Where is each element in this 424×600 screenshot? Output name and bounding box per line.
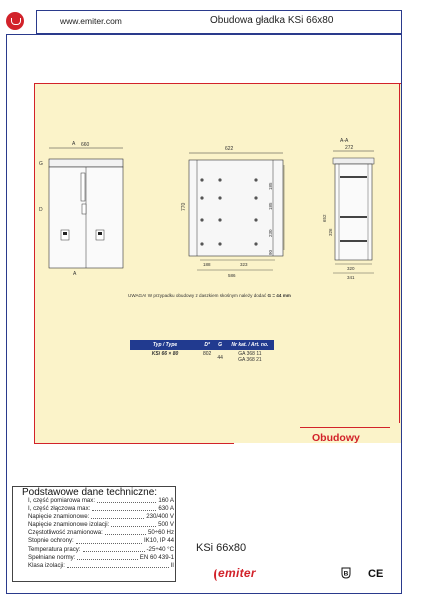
art-no-2: GA 368 21 — [238, 357, 262, 363]
spec-dots — [77, 554, 137, 560]
drawing-note — [128, 293, 291, 298]
spec-label: Stopnie ochrony: — [28, 537, 74, 545]
spec-value: -25÷40 °C — [146, 545, 174, 553]
spec-label: I, część złączowa max: — [28, 505, 91, 513]
front-view-width-label: 660 — [81, 142, 90, 148]
spec-dots — [111, 521, 156, 527]
mounting-right-dim-3: 230 — [268, 229, 273, 237]
spec-dots — [97, 497, 156, 503]
mounting-top-width: 622 — [225, 146, 234, 152]
note-text: UWAGA! W przypadku obudowy z daszkiem skośnym należy dodać — [128, 293, 267, 298]
front-view-drawing — [36, 138, 136, 278]
spec-row — [28, 505, 174, 513]
spec-value: 500 V — [158, 521, 174, 529]
col-d: D* — [200, 340, 214, 350]
cell-d: 802 — [203, 351, 212, 357]
drawing-border-bottom — [34, 443, 234, 444]
note-value: G = 44 mm — [267, 293, 291, 298]
mounting-height: 770 — [181, 202, 187, 211]
spec-row — [28, 562, 174, 570]
section-view-label: A-A — [340, 138, 349, 144]
spec-label: I, część pomiarowa max: — [28, 497, 96, 504]
spec-dots — [67, 562, 169, 568]
section-height-1: 652 — [322, 214, 327, 222]
col-type: Typ / Type — [130, 340, 200, 350]
spec-row — [28, 497, 174, 505]
spec-value: IK10, IP 44 — [143, 537, 174, 545]
spec-value: 50÷60 Hz — [147, 529, 174, 537]
section-top-width: 272 — [345, 145, 354, 151]
product-table — [130, 340, 274, 370]
d-dimension-label: D — [39, 207, 43, 213]
spec-label: Spełniane normy: — [28, 553, 76, 561]
section-view-drawing — [318, 136, 388, 284]
brand-logo: emiter — [218, 566, 256, 580]
spec-label: Częstotliwość znamionowa: — [28, 529, 103, 537]
document-title: Obudowa gładka KSi 66x80 — [210, 15, 334, 26]
spec-dots — [83, 546, 145, 552]
spec-row — [28, 554, 174, 562]
drawing-section-label: Obudowy — [312, 432, 360, 444]
spec-row — [28, 537, 174, 545]
spec-dots — [76, 537, 142, 543]
emiter-logo-icon — [6, 12, 24, 30]
spec-dots — [92, 505, 156, 511]
specs-list — [28, 497, 174, 570]
cell-type: KSi 66 × 80 — [151, 351, 179, 357]
spec-label: Napięcie znamionowe izolacji: — [28, 521, 110, 529]
table-row — [130, 350, 274, 370]
mounting-view-drawing — [180, 140, 290, 280]
website-url[interactable]: www.emiter.com — [60, 16, 122, 26]
g-dimension-label: G — [39, 161, 43, 167]
spec-row — [28, 521, 174, 529]
mounting-bottom-left: 188 — [203, 262, 211, 267]
mounting-right-dim-1: 185 — [268, 182, 273, 190]
specs-title: Podstawowe dane techniczne: — [22, 487, 158, 498]
spec-row — [28, 529, 174, 537]
spec-dots — [91, 513, 144, 519]
spec-value: 630 A — [158, 505, 174, 513]
col-g: G — [214, 340, 226, 350]
drawing-border-left — [34, 83, 35, 443]
product-name: KSi 66x80 — [196, 542, 247, 554]
spec-value: EN 60 439-1 — [139, 553, 174, 561]
section-height-2: 326 — [328, 228, 333, 236]
spec-row — [28, 546, 174, 554]
col-art-no: Nr kat. / Art. no. — [226, 340, 274, 350]
section-bottom-outer: 341 — [347, 275, 355, 280]
spec-label: Napięcie znamionowe: — [28, 513, 90, 521]
section-bottom-inner: 320 — [347, 266, 355, 271]
drawing-label-underline — [300, 427, 390, 428]
spec-value: II — [170, 561, 174, 569]
spec-value: 160 A — [158, 497, 174, 504]
spec-label: Temperatura pracy: — [28, 545, 81, 553]
mounting-bottom-right: 323 — [240, 262, 248, 267]
b-certification-icon — [340, 567, 352, 579]
cert-b-letter: B — [343, 570, 349, 578]
product-table-header — [130, 340, 274, 350]
cell-g: 44 — [217, 355, 223, 361]
mounting-right-dim-4: 90 — [268, 249, 273, 255]
cell-art-no — [226, 350, 274, 370]
mounting-overall-bottom: 586 — [228, 273, 236, 278]
section-marker-top: A — [72, 141, 76, 147]
spec-value: 230/400 V — [146, 513, 174, 521]
mounting-right-dim-2: 185 — [268, 202, 273, 210]
spec-dots — [105, 529, 146, 535]
ce-mark-icon: CE — [368, 568, 384, 580]
drawing-border-top — [34, 83, 401, 84]
drawing-border-right — [399, 83, 400, 423]
spec-row — [28, 513, 174, 521]
section-marker-bottom: A — [73, 271, 77, 277]
spec-label: Klasa izolacji: — [28, 561, 65, 569]
art-no-1: GA 368 11 — [238, 351, 262, 357]
